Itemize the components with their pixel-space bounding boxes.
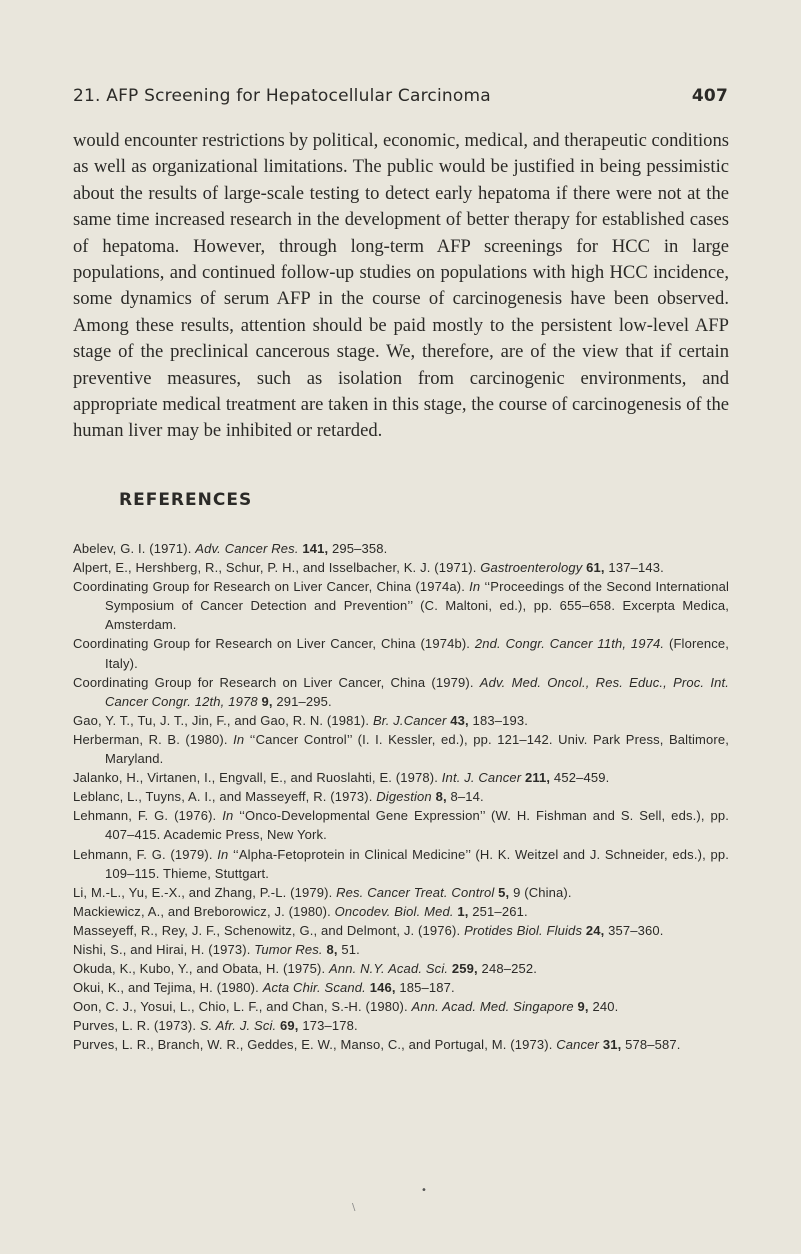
reference-item: Leblanc, L., Tuyns, A. I., and Masseyeff, R. (1973). Digestion 8, 8–14. bbox=[73, 789, 484, 805]
reference-item: Masseyeff, R., Rey, J. F., Schenowitz, G., and Delmont, J. (1976). Protides Biol. Fluids 24, 357–360. bbox=[73, 922, 664, 938]
reference-item: Nishi, S., and Hirai, H. (1973). Tumor Res. 8, 51. bbox=[73, 941, 360, 957]
reference-item: Coordinating Group for Research on Liver Cancer, China (1979). Adv. Med. Oncol., Res. Educ., Proc. Int. Cancer Congr. 12th, 1978 9, 291–295. bbox=[73, 674, 729, 709]
reference-item: Alpert, E., Hershberg, R., Schur, P. H., and Isselbacher, K. J. (1971). Gastroenterology 61, 137–143. bbox=[73, 560, 664, 576]
reference-item: Gao, Y. T., Tu, J. T., Jin, F., and Gao, R. N. (1981). Br. J.Cancer 43, 183–193. bbox=[73, 712, 528, 728]
reference-item: Oon, C. J., Yosui, L., Chio, L. F., and Chan, S.-H. (1980). Ann. Acad. Med. Singapore 9, 240. bbox=[73, 999, 619, 1015]
running-header bbox=[73, 86, 728, 106]
page-number: 407 bbox=[691, 86, 728, 106]
reference-item: Herberman, R. B. (1980). In ‘‘Cancer Control’’ (I. I. Kessler, ed.), pp. 121–142. Univ. Park Press, Baltimore, Maryland. bbox=[73, 731, 729, 767]
reference-item: Purves, L. R., Branch, W. R., Geddes, E. W., Manso, C., and Portugal, M. (1973). Cancer 31, 578–587. bbox=[73, 1037, 681, 1053]
reference-item: Coordinating Group for Research on Liver Cancer, China (1974b). 2nd. Congr. Cancer 11th, 1974. (Florence, Italy). bbox=[73, 636, 729, 671]
running-title: 21. AFP Screening for Hepatocellular Carcinoma bbox=[73, 86, 491, 106]
reference-item: Okuda, K., Kubo, Y., and Obata, H. (1975). Ann. N.Y. Acad. Sci. 259, 248–252. bbox=[73, 961, 537, 977]
reference-item: Abelev, G. I. (1971). Adv. Cancer Res. 141, 295–358. bbox=[73, 541, 388, 556]
scan-mark: \ bbox=[352, 1202, 356, 1213]
reference-list bbox=[73, 539, 729, 1055]
reference-item: Mackiewicz, A., and Breborowicz, J. (1980). Oncodev. Biol. Med. 1, 251–261. bbox=[73, 903, 528, 919]
reference-item: Coordinating Group for Research on Liver Cancer, China (1974a). In ‘‘Proceedings of the Second International Symposium of Cancer Detection and Prevention’’ (C. Maltoni, ed.), pp. 655–658. Excerpta Medica, Amsterdam. bbox=[73, 579, 729, 633]
reference-item: Lehmann, F. G. (1979). In ‘‘Alpha-Fetoprotein in Clinical Medicine’’ (H. K. Weitzel and J. Schneider, eds.), pp. 109–115. Thieme, Stuttgart. bbox=[73, 846, 729, 881]
references-heading: REFERENCES bbox=[119, 490, 253, 510]
reference-item: Purves, L. R. (1973). S. Afr. J. Sci. 69, 173–178. bbox=[73, 1018, 358, 1034]
body-paragraph: would encounter restrictions by political, economic, medical, and therapeutic conditions as well as organizational limitations. The public would be justified in being pessimistic about the results of large-scale testing to detect early hepatoma if there were not at the same time increased research in the development of better therapy for established cases of hepatoma. However, through long-term AFP screenings for HCC in large populations, and continued follow-up studies on populations with high HCC incidence, some dynamics of serum AFP in the course of carcinogenesis have been observed. Among these results, attention should be paid mostly to the persistent low-level AFP stage of the preclinical cancerous stage. We, therefore, are of the view that if certain preventive measures, such as isolation from carcinogenic environments, and appropriate medical treatment are taken in this stage, the course of carcinogenesis of the human liver may be inhibited or retarded. bbox=[73, 130, 729, 442]
reference-item: Okui, K., and Tejima, H. (1980). Acta Chir. Scand. 146, 185–187. bbox=[73, 980, 455, 996]
reference-item: Lehmann, F. G. (1976). In ‘‘Onco-Developmental Gene Expression’’ (W. H. Fishman and S. Sell, eds.), pp. 407–415. Academic Press, New York. bbox=[73, 808, 729, 843]
reference-item: Jalanko, H., Virtanen, I., Engvall, E., and Ruoslahti, E. (1978). Int. J. Cancer 211, 452–459. bbox=[73, 770, 610, 786]
scan-mark: • bbox=[421, 1185, 427, 1196]
reference-item: Li, M.-L., Yu, E.-X., and Zhang, P.-L. (1979). Res. Cancer Treat. Control 5, 9 (China). bbox=[73, 884, 572, 900]
